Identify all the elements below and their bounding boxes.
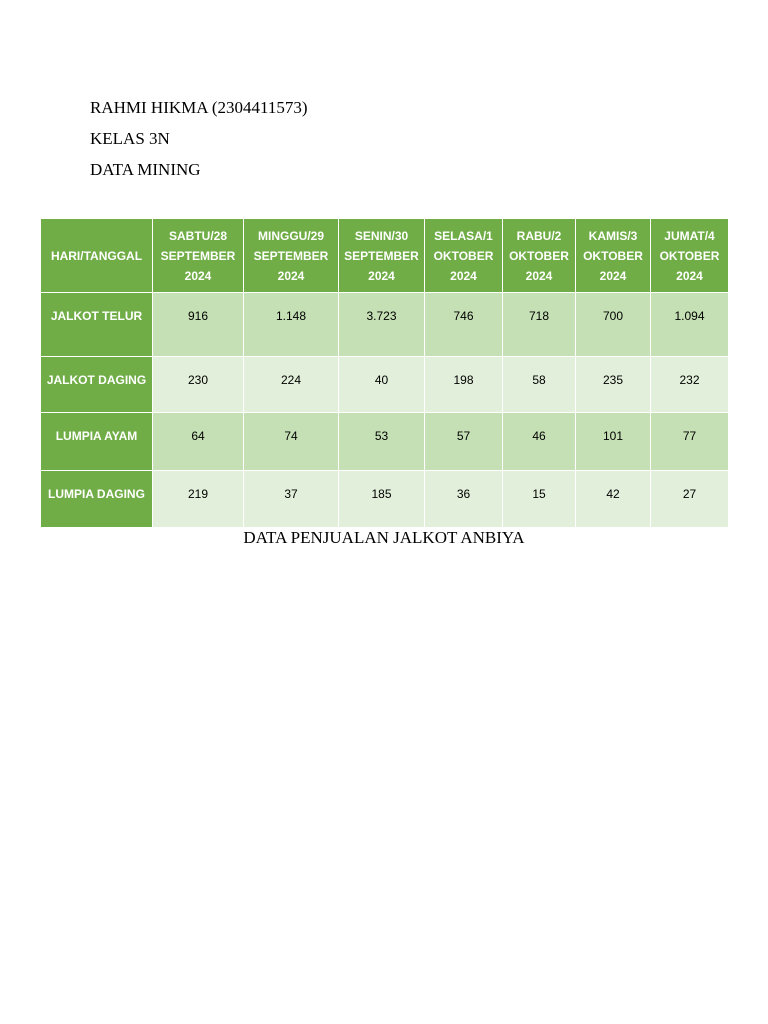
table-cell: 58 [503,357,576,413]
date-header-cell: KAMIS/3 OKTOBER 2024 [576,219,651,293]
table-cell: 718 [503,293,576,357]
table-cell: 42 [576,471,651,528]
date-header-cell: JUMAT/4 OKTOBER 2024 [651,219,729,293]
table-cell: 40 [339,357,425,413]
table-cell: 53 [339,413,425,471]
sales-table [40,218,729,528]
table-cell: 37 [244,471,339,528]
class-label: KELAS 3N [90,129,170,148]
table-row [41,471,729,528]
row-label-cell: LUMPIA AYAM [41,413,153,471]
table-cell: 235 [576,357,651,413]
table-row [41,413,729,471]
table-cell: 74 [244,413,339,471]
date-header-cell: SENIN/30 SEPTEMBER 2024 [339,219,425,293]
table-cell: 64 [153,413,244,471]
table-cell: 230 [153,357,244,413]
row-label-cell: LUMPIA DAGING [41,471,153,528]
student-name: RAHMI HIKMA (2304411573) [90,98,308,117]
table-cell: 57 [425,413,503,471]
table-row [41,357,729,413]
table-cell: 46 [503,413,576,471]
document-header [90,92,308,185]
subject-label: DATA MINING [90,160,201,179]
table-cell: 77 [651,413,729,471]
table-cell: 185 [339,471,425,528]
table-cell: 1.094 [651,293,729,357]
table-caption: DATA PENJUALAN JALKOT ANBIYA [243,528,525,547]
table-cell: 219 [153,471,244,528]
table-header-row [41,219,729,293]
table-cell: 3.723 [339,293,425,357]
table-cell: 232 [651,357,729,413]
date-header-cell: RABU/2 OKTOBER 2024 [503,219,576,293]
table-cell: 36 [425,471,503,528]
table-cell: 198 [425,357,503,413]
table-cell: 746 [425,293,503,357]
table-cell: 15 [503,471,576,528]
row-label-cell: JALKOT DAGING [41,357,153,413]
corner-header-cell: HARI/TANGGAL [41,219,153,293]
date-header-cell: MINGGU/29 SEPTEMBER 2024 [244,219,339,293]
row-label-cell: JALKOT TELUR [41,293,153,357]
table-cell: 700 [576,293,651,357]
table-cell: 101 [576,413,651,471]
table-row [41,293,729,357]
date-header-cell: SABTU/28 SEPTEMBER 2024 [153,219,244,293]
table-cell: 916 [153,293,244,357]
table-cell: 1.148 [244,293,339,357]
date-header-cell: SELASA/1 OKTOBER 2024 [425,219,503,293]
table-cell: 224 [244,357,339,413]
table-cell: 27 [651,471,729,528]
